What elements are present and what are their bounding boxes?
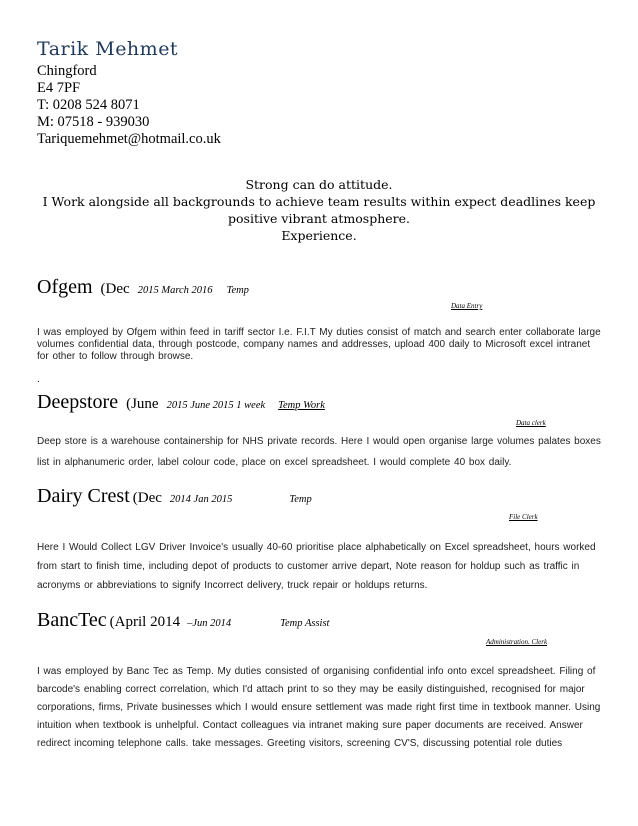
job-role: File Clerk — [509, 513, 538, 521]
contact-address-line: Chingford — [37, 63, 97, 79]
job-description: I was employed by Banc Tec as Temp. My duties consisted of organising confidential info onto excel spreadsheet. Filing of barcode's enabling correct correlation, which I'd attach print to so they may be easily distinguished, recognised for major corporations, firms, Private businesses which I would ensure settlement was made right first time in textbook manner. Using intuition when textbook is unhelpful. Contact colleagues via intranet making sure paper documents are received. Answer redirect incoming telephone calls. take messages. Greeting visitors, screening CV'S, discussing potential role duties — [37, 666, 601, 749]
job-description: I was employed by Ofgem within feed in tariff sector I.e. F.I.T My duties consist of match and search enter collaborate large volumes confidential data, through postcode, company names and addresses, upload 400 daily to Microsoft excel intranet for other to follow through browse. — [37, 327, 601, 362]
statement-line: Strong can do attitude. — [245, 177, 393, 192]
start-month: (June — [126, 396, 159, 412]
company-name: BancTec — [37, 609, 107, 631]
job-dates: –Jun 2014 — [187, 618, 232, 629]
contact-postcode: E4 7PF — [37, 80, 81, 96]
job-dates: 2014 Jan 2015 — [169, 494, 233, 505]
company-name: Deepstore — [37, 391, 119, 413]
start-month: (April 2014 — [109, 614, 181, 630]
job-kind: Temp Work — [278, 400, 325, 411]
job-role: Data clerk — [516, 419, 546, 427]
job-title-dairy-crest — [37, 485, 312, 508]
job-dates: 2015 March 2016 — [137, 285, 213, 296]
company-name: Ofgem — [37, 276, 93, 298]
separator-dot: . — [37, 374, 40, 385]
job-role: Administration. Clerk — [486, 638, 548, 646]
start-month: (Dec — [100, 281, 130, 297]
job-description: Deep store is a warehouse containership for NHS private records. Here I would open organise large volumes palates boxes list in alphanumeric order, label colour code, place on excel spreadsheet. I would complete 40 box daily. — [37, 436, 601, 468]
job-role: Data Entry — [451, 302, 483, 310]
contact-telephone: T: 0208 524 8071 — [37, 97, 140, 113]
job-kind: Temp — [289, 494, 312, 505]
job-kind: Temp Assist — [280, 618, 330, 629]
job-dates: 2015 June 2015 1 week — [166, 400, 266, 411]
job-kind: Temp — [226, 285, 249, 296]
job-title-ofgem — [37, 276, 249, 299]
job-title-deepstore — [37, 391, 325, 414]
company-name: Dairy Crest — [37, 485, 130, 507]
candidate-name: Tarik Mehmet — [37, 38, 179, 60]
start-month: (Dec — [132, 490, 162, 506]
contact-email: Tariquemehmet@hotmail.co.uk — [37, 131, 221, 147]
job-description: Here I Would Collect LGV Driver Invoice's usually 40-60 prioritise place alphabetically on Excel spreadsheet, hours worked from start to finish time, including depot of products to customer arrive depart, Note reason for holdup such as traffic in acronyms or abbreviations to signify Incorrect delivery, truck repair or holdups returns. — [37, 542, 596, 591]
section-heading-experience: Experience. — [281, 228, 357, 243]
job-title-banctec — [37, 609, 329, 632]
contact-mobile: M: 07518 - 939030 — [37, 114, 150, 130]
statement-line: positive vibrant atmosphere. — [228, 211, 410, 226]
statement-line: I Work alongside all backgrounds to achieve team results within expect deadlines keep — [42, 194, 596, 209]
